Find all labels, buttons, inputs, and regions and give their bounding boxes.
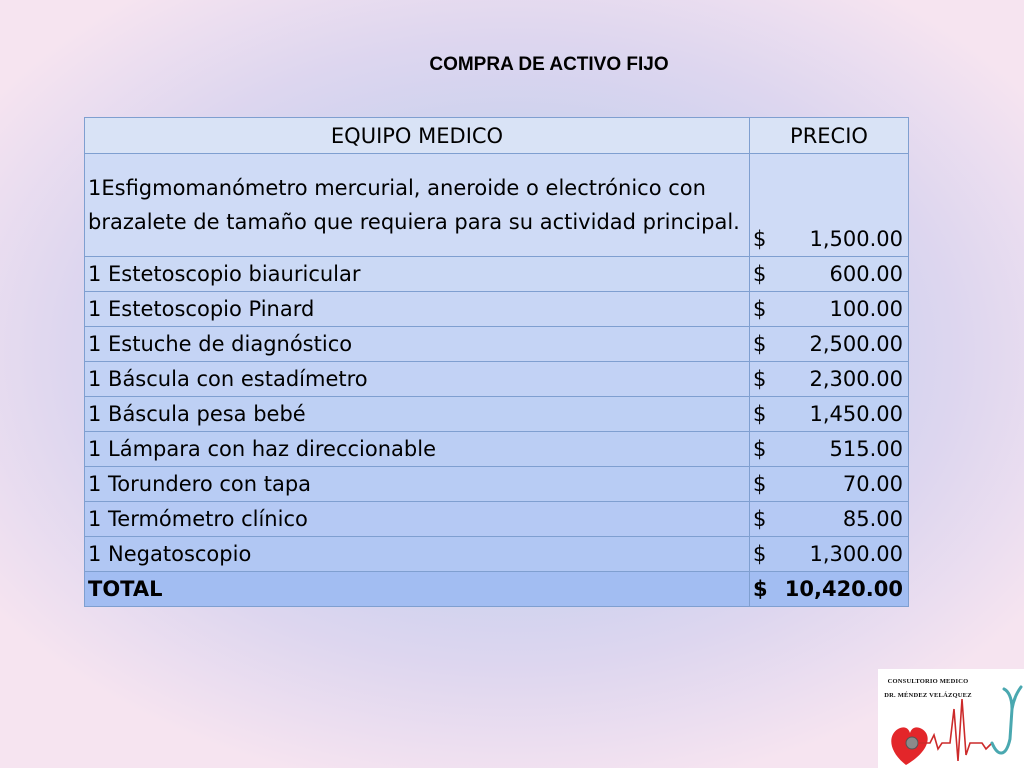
page-title: COMPRA DE ACTIVO FIJO bbox=[429, 54, 669, 75]
item-description: 1 Torundero con tapa bbox=[85, 467, 750, 502]
item-price bbox=[750, 537, 909, 572]
logo-doctor-line: DR. MÉNDEZ VELÁZQUEZ bbox=[884, 692, 972, 699]
total-price bbox=[750, 572, 909, 607]
table-row bbox=[85, 327, 909, 362]
item-description: 1 Estuche de diagnóstico bbox=[85, 327, 750, 362]
price-amount: 515.00 bbox=[829, 437, 903, 461]
price-amount: 85.00 bbox=[842, 507, 903, 531]
table-header-row bbox=[85, 118, 909, 154]
currency-symbol: $ bbox=[753, 262, 767, 286]
asset-table bbox=[84, 117, 909, 607]
currency-symbol: $ bbox=[753, 367, 767, 391]
total-row bbox=[85, 572, 909, 607]
price-amount: 2,500.00 bbox=[809, 332, 903, 356]
currency-symbol: $ bbox=[753, 577, 768, 601]
item-description: 1 Báscula pesa bebé bbox=[85, 397, 750, 432]
item-description: 1 Estetoscopio biauricular bbox=[85, 257, 750, 292]
header-price: PRECIO bbox=[750, 118, 909, 154]
price-amount: 2,300.00 bbox=[809, 367, 903, 391]
price-amount: 100.00 bbox=[829, 297, 903, 321]
item-price bbox=[750, 432, 909, 467]
table-row bbox=[85, 292, 909, 327]
item-description: 1Esfigmomanómetro mercurial, aneroide o electrónico con brazalete de tamaño que requiera para su actividad principal. bbox=[85, 154, 750, 257]
item-price bbox=[750, 327, 909, 362]
logo-title-line: CONSULTORIO MEDICO bbox=[887, 678, 969, 685]
item-description: 1 Lámpara con haz direccionable bbox=[85, 432, 750, 467]
item-price bbox=[750, 362, 909, 397]
table-row bbox=[85, 467, 909, 502]
stethoscope-icon bbox=[992, 687, 1021, 753]
item-description: 1 Estetoscopio Pinard bbox=[85, 292, 750, 327]
item-description: 1 Báscula con estadímetro bbox=[85, 362, 750, 397]
item-price bbox=[750, 154, 909, 257]
clinic-logo bbox=[878, 669, 1024, 768]
table-row bbox=[85, 362, 909, 397]
currency-symbol: $ bbox=[753, 332, 767, 356]
item-description: 1 Negatoscopio bbox=[85, 537, 750, 572]
total-label: TOTAL bbox=[85, 572, 750, 607]
price-amount: 600.00 bbox=[829, 262, 903, 286]
header-equipment: EQUIPO MEDICO bbox=[85, 118, 750, 154]
price-amount: 70.00 bbox=[842, 472, 903, 496]
currency-symbol: $ bbox=[753, 437, 767, 461]
total-amount: 10,420.00 bbox=[784, 577, 903, 601]
item-price bbox=[750, 502, 909, 537]
table-row bbox=[85, 537, 909, 572]
price-amount: 1,300.00 bbox=[809, 542, 903, 566]
currency-symbol: $ bbox=[753, 507, 767, 531]
currency-symbol: $ bbox=[753, 472, 767, 496]
table-row bbox=[85, 397, 909, 432]
currency-symbol: $ bbox=[753, 227, 767, 251]
price-amount: 1,450.00 bbox=[809, 402, 903, 426]
table-row bbox=[85, 502, 909, 537]
stethoscope-chestpiece bbox=[906, 737, 918, 749]
currency-symbol: $ bbox=[753, 402, 767, 426]
item-description: 1 Termómetro clínico bbox=[85, 502, 750, 537]
currency-symbol: $ bbox=[753, 542, 767, 566]
currency-symbol: $ bbox=[753, 297, 767, 321]
table-row bbox=[85, 257, 909, 292]
table-row bbox=[85, 154, 909, 257]
price-amount: 1,500.00 bbox=[809, 227, 903, 251]
item-price bbox=[750, 397, 909, 432]
item-price bbox=[750, 257, 909, 292]
table-row bbox=[85, 432, 909, 467]
item-price bbox=[750, 292, 909, 327]
item-price bbox=[750, 467, 909, 502]
heartbeat-line-icon bbox=[918, 699, 992, 761]
logo-graphic bbox=[878, 669, 1024, 768]
